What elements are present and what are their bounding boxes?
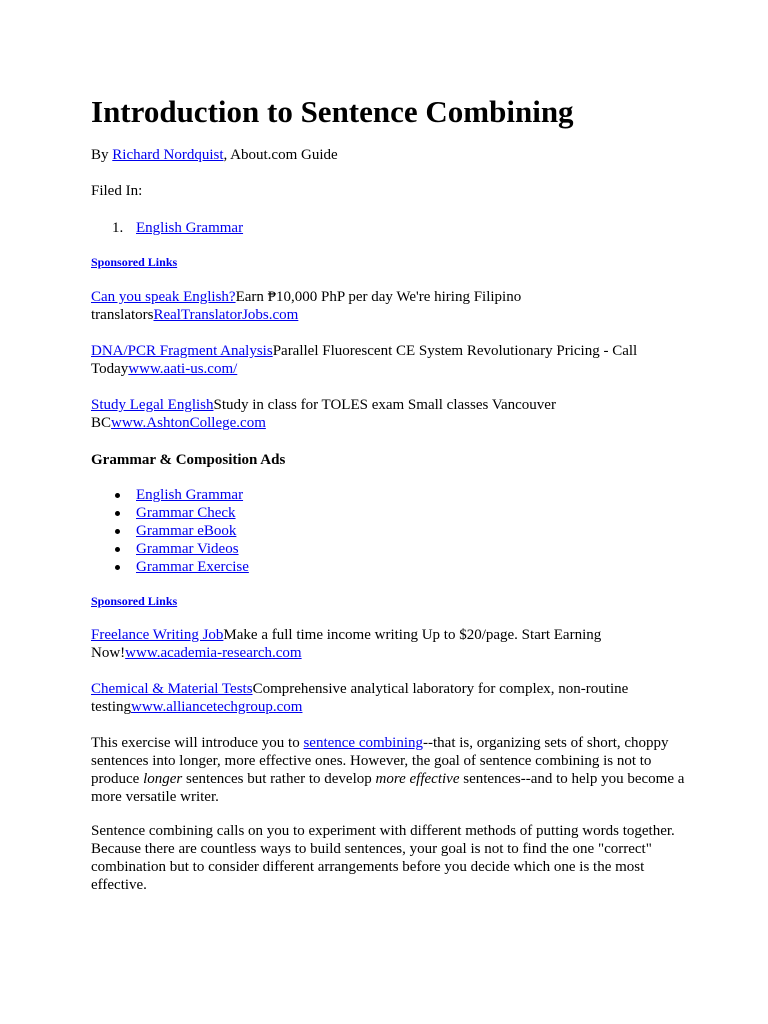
byline-suffix: , About.com Guide [223,147,338,163]
ads-section-heading: Grammar & Composition Ads [91,452,286,468]
ad-title-link[interactable]: Freelance Writing Job [91,627,224,643]
paragraph-text: --that is, organizing sets of short, choppy sentences into longer, more effective ones. However, the goal of sentence combining is not to produce [91,735,669,787]
ad-item [91,680,691,716]
list-item [91,504,691,522]
ad-url-link[interactable]: www.AshtonCollege.com [111,415,266,431]
ads-link-list [91,486,691,576]
ads-link-grammar-exercise[interactable]: Grammar Exercise [136,559,249,575]
list-item [91,486,691,504]
sponsored-links-heading-1 [91,255,691,269]
ads-link-grammar-check[interactable]: Grammar Check [136,505,236,521]
ad-item [91,626,691,662]
list-item [91,558,691,576]
ads-link-grammar-videos[interactable]: Grammar Videos [136,541,239,557]
body-paragraph-2: Sentence combining calls on you to experiment with different methods of putting words together. Because there are countless ways to build sentences, your goal is not to find the one "correct" combination but to consider different arrangements before you decide which one is the most effective. [91,823,675,893]
ad-url-link[interactable]: www.aati-us.com/ [128,361,238,377]
body-paragraph-1 [91,734,691,806]
filed-in-link-english-grammar[interactable]: English Grammar [136,220,244,236]
list-item [91,522,691,540]
sponsored-links-link[interactable]: Sponsored Links [91,594,178,608]
list-item [91,540,691,558]
ad-text: Make a full time income writing Up to $20/page. Start Earning Now! [91,627,602,661]
paragraph-text: sentences but rather to develop [182,771,376,787]
byline [91,146,691,164]
author-link[interactable]: Richard Nordquist [112,147,224,163]
emphasis-text: longer [143,771,183,787]
ad-text: Comprehensive analytical laboratory for complex, non-routine testing [91,681,629,715]
ad-title-link[interactable]: Study Legal English [91,397,214,413]
paragraph-text: sentences--and to help you become a more versatile writer. [91,771,685,805]
filed-in-label: Filed In: [91,183,143,199]
list-number: 1. [112,220,124,236]
bullet-icon [115,529,120,534]
sentence-combining-link[interactable]: sentence combining [303,735,423,751]
ad-text: Study in class for TOLES exam Small classes Vancouver BC [91,397,556,431]
ad-title-link[interactable]: DNA/PCR Fragment Analysis [91,343,273,359]
sponsored-links-link[interactable]: Sponsored Links [91,255,178,269]
ad-title-link[interactable]: Chemical & Material Tests [91,681,253,697]
ad-text: Parallel Fluorescent CE System Revolutionary Pricing - Call Today [91,343,638,377]
ad-text: Earn ₱10,000 PhP per day We're hiring Filipino translators [91,289,522,323]
ad-title-link[interactable]: Can you speak English? [91,289,236,305]
sponsored-links-heading-2 [91,594,691,608]
filed-in-list [91,219,691,237]
ad-item [91,396,691,432]
bullet-icon [115,547,120,552]
ad-url-link[interactable]: RealTranslatorJobs.com [153,307,299,323]
bullet-icon [115,565,120,570]
emphasis-text: more effective [375,771,460,787]
ad-url-link[interactable]: www.academia-research.com [125,645,302,661]
ads-link-english-grammar[interactable]: English Grammar [136,487,244,503]
bullet-icon [115,493,120,498]
list-item [91,219,691,237]
byline-prefix: By [91,147,113,163]
bullet-icon [115,511,120,516]
ads-link-grammar-ebook[interactable]: Grammar eBook [136,523,237,539]
ad-url-link[interactable]: www.alliancetechgroup.com [131,699,303,715]
page-title: Introduction to Sentence Combining [91,94,574,129]
ad-item [91,342,691,378]
ad-item [91,288,691,324]
paragraph-text: This exercise will introduce you to [91,735,304,751]
